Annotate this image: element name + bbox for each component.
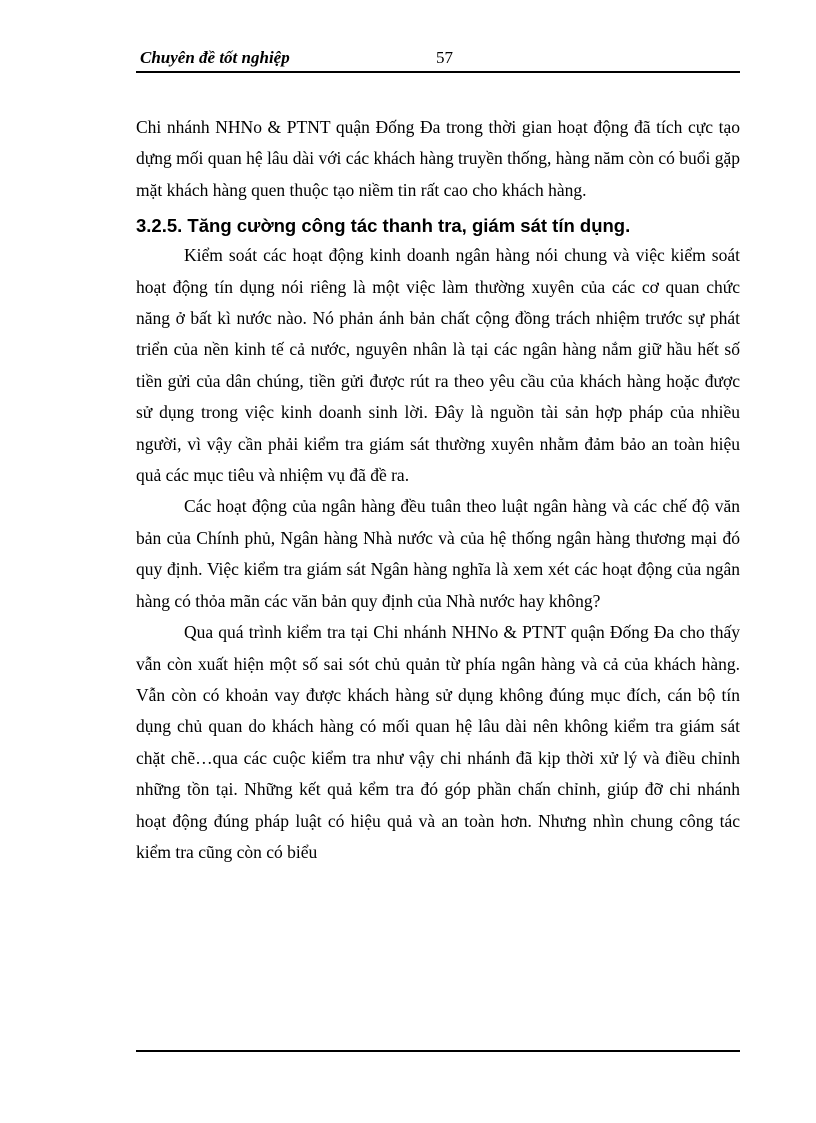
page-number: 57 [436,48,453,67]
page-header [136,48,740,72]
footer-divider [136,1050,740,1052]
paragraph-intro: Chi nhánh NHNo & PTNT quận Đống Đa trong thời gian hoạt động đã tích cực tạo dựng mối quan hệ lâu dài với các khách hàng truyền thống, hàng năm còn có buổi gặp mặt khách hàng quen thuộc tạo niềm tin rất cao cho khách hàng. [136,117,740,200]
section-heading: 3.2.5. Tăng cường công tác thanh tra, giám sát tín dụng. [136,215,631,237]
header-title: Chuyên đề tốt nghiệp [140,48,290,67]
paragraph-control: Kiểm soát các hoạt động kinh doanh ngân hàng nói chung và việc kiểm soát hoạt động tín dụng nói riêng là một việc làm thường xuyên của các cơ quan chức năng ở bất kì nước nào. Nó phản ánh bản chất cộng đồng trách nhiệm trước sự phát triển của nền kinh tế cả nước, nguyên nhân là tại các ngân hàng nắm giữ hầu hết số tiền gửi của dân chúng, tiền gửi được rút ra theo yêu cầu của khách hàng hoặc được sử dụng trong việc kinh doanh sinh lời. Đây là nguồn tài sản hợp pháp của nhiều người, vì vậy cần phải kiểm tra giám sát thường xuyên nhằm đảm bảo an toàn hiệu quả các mục tiêu và nhiệm vụ đã đề ra. [136,245,740,486]
body-content [136,112,740,868]
paragraph-regulations: Các hoạt động của ngân hàng đều tuân theo luật ngân hàng và các chế độ văn bản của Chính phủ, Ngân hàng Nhà nước và của hệ thống ngân hàng thương mại đó quy định. Việc kiểm tra giám sát Ngân hàng nghĩa là xem xét các hoạt động của ngân hàng có thỏa mãn các văn bản quy định của Nhà nước hay không? [136,496,740,611]
paragraph-inspection: Qua quá trình kiểm tra tại Chi nhánh NHNo & PTNT quận Đống Đa cho thấy vẫn còn xuất hiện một số sai sót chủ quản từ phía ngân hàng và cả của khách hàng. Vẫn còn có khoản vay được khách hàng sử dụng không đúng mục đích, cán bộ tín dụng chủ quan do khách hàng có mối quan hệ lâu dài nên không kiểm tra giám sát chặt chẽ…qua các cuộc kiểm tra như vậy chi nhánh đã kịp thời xử lý và điều chỉnh những tồn tại. Những kết quả kểm tra đó góp phần chấn chỉnh, giúp đỡ chi nhánh hoạt động đúng pháp luật có hiệu quả và an toàn hơn. Nhưng nhìn chung công tác kiểm tra cũng còn có biểu [136,622,740,862]
header-divider [136,71,740,73]
